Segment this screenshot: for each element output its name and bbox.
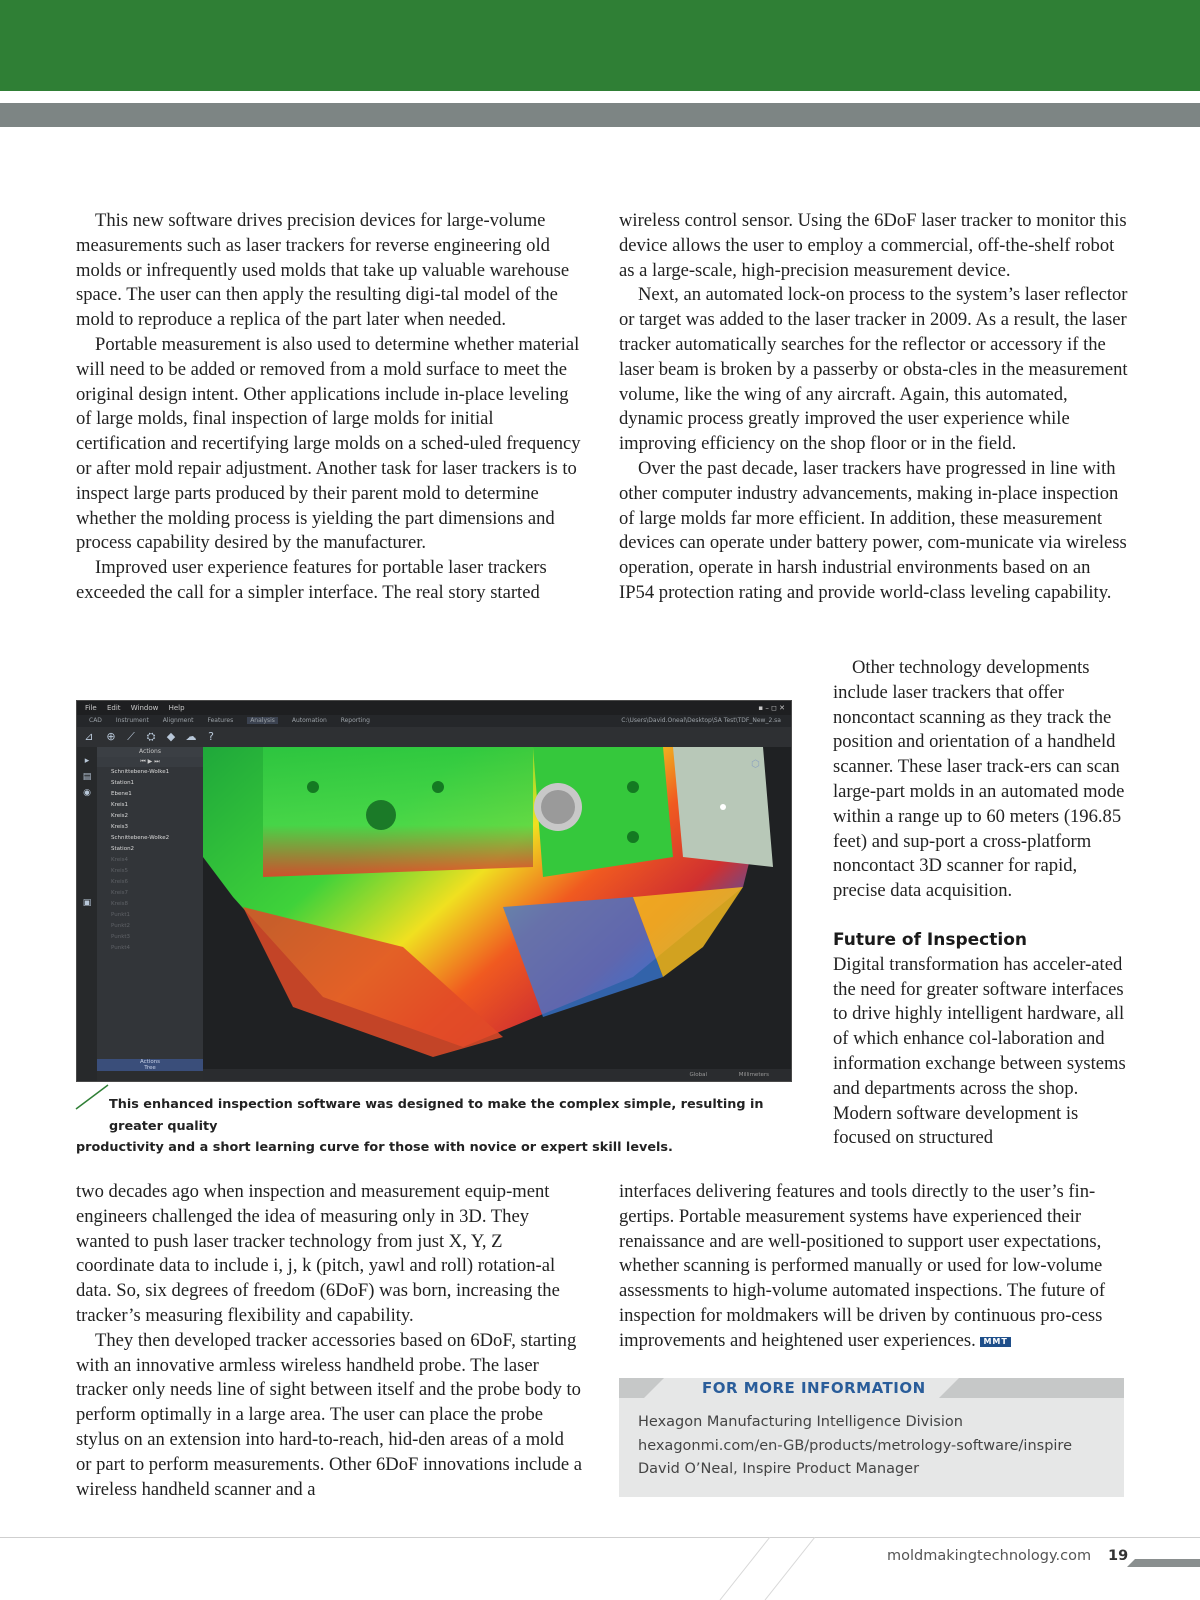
ribbon-tab: Alignment	[162, 717, 194, 724]
software-screenshot-figure	[76, 700, 792, 1082]
paragraph: Digital transformation has acceler-ated the need for greater software interfaces to drive highly intelligent hardware, all of which enhance col-laboration and information exchange between systems and departments across the shop. Modern software development is focused on structured	[833, 953, 1126, 1149]
screenshot-menubar	[77, 701, 791, 715]
status-coords: Global	[689, 1072, 707, 1078]
screenshot-ribbon	[77, 715, 791, 727]
menu-item: Edit	[106, 704, 121, 712]
right-column-narrow	[833, 656, 1129, 1151]
pointer-icon: ▸	[84, 756, 90, 766]
info-box-title: FOR MORE INFORMATION	[702, 1379, 926, 1397]
status-units: Millimeters	[738, 1072, 769, 1078]
paragraph: Other technology developments include laser trackers that offer noncontact scanning as they track the position and orientation of a handheld scanner. These laser track-ers can scan large-part molds in an automated mode within a range up to 60 meters (196.85 feet) and sup-port a cross-platform noncontact 3D scanner for rapid, precise data acquisition.	[833, 657, 1125, 902]
tree-row: Kreis6	[111, 879, 129, 885]
tree-row: Kreis3	[111, 824, 129, 830]
paragraph: wireless control sensor. Using the 6DoF laser tracker to monitor this device allows the user to employ a commercial, off-the-shelf robot as a large-scale, high-precision measurement device.	[619, 210, 1127, 281]
tree-row: Kreis8	[111, 901, 129, 907]
tree-row: Punkt3	[111, 934, 131, 940]
paragraph: two decades ago when inspection and measurement equip-ment engineers challenged the idea of measuring only in 3D. They wanted to push laser tracker technology from just X, Y, Z coordinate data to include i, j, k (pitch, yawl and roll) rotation-al data. So, six degrees of freedom (6DoF) was born, increasing the tracker’s measuring flexibility and capability.	[76, 1181, 560, 1326]
menu-item: Help	[168, 704, 185, 712]
right-column-bottom	[619, 1180, 1129, 1354]
cube-icon: ◆	[166, 730, 176, 743]
ribbon-tab: Features	[207, 717, 234, 724]
header-grey-band	[0, 103, 1200, 127]
ribbon-tab: Automation	[291, 717, 327, 724]
page-number: 19	[1108, 1548, 1129, 1564]
window-controls-icon: ▪ – ◻ ✕	[758, 704, 785, 712]
paragraph: Portable measurement is also used to determine whether material will need to be added or removed from a mold surface to meet the original design intent. Other applications include in-place leveling of large molds, final inspection of large molds for initial certification and recertifying large molds on a sched-uled frequency or after mold repair adjustment. Another task for laser trackers is to inspect large parts produced by their parent mold to determine whether the molding process is yielding the part dimensions and process capability desired by the manufacturer.	[76, 333, 581, 554]
layers-icon: ▤	[82, 772, 92, 782]
tree-footer-label: Tree	[144, 1065, 156, 1071]
paragraph: This new software drives precision devices for large-volume measurements such as laser trackers for reverse engineering old molds or infrequently used molds that take up valuable warehouse space. The user can then apply the resulting digi-tal model of the mold to reproduce a replica of the part later when needed.	[76, 210, 570, 331]
eye-icon: ◉	[83, 788, 91, 798]
report-icon: ▣	[82, 898, 92, 908]
tree-row: Kreis4	[111, 857, 129, 863]
tree-row: Ebene1	[111, 791, 132, 797]
closing-paragraph-text: interfaces delivering features and tools directly to the user’s fin-gertips. Portable measurement systems have experienced their renaissance and are well-positioned to support user expectations, whether scanning is performed manually or used for low-volume assessments to high-volume automated inspections. The future of inspection for moldmakers will be driven by continuous pro-cess improvements and heightened user experiences.	[619, 1181, 1106, 1351]
mold-heatmap-render	[203, 747, 791, 1069]
caption-line: This enhanced inspection software was designed to make the complex simple, resulting in greater quality	[109, 1097, 764, 1134]
caption-line: productivity and a short learning curve for those with novice or expert skill levels.	[76, 1140, 673, 1155]
svg-text:⬡: ⬡	[751, 759, 760, 770]
info-box	[619, 1378, 1124, 1497]
tree-footer-label: Actions	[139, 1059, 161, 1065]
tree-footer	[97, 1059, 203, 1071]
footer-site: moldmakingtechnology.com	[887, 1548, 1092, 1564]
ribbon-tab: CAD	[89, 717, 102, 724]
info-line: Hexagon Manufacturing Intelligence Division	[638, 1414, 963, 1430]
3d-viewport	[203, 747, 791, 1069]
mmt-end-badge: MMT	[980, 1337, 1010, 1347]
tree-row: Kreis5	[111, 868, 129, 874]
info-link[interactable]: hexagonmi.com/en-GB/products/metrology-software/inspire	[638, 1437, 1072, 1454]
tree-row: Schnittebene-Wolke1	[111, 769, 170, 775]
probe-icon: ⟋	[127, 730, 135, 743]
info-box-lines	[638, 1411, 1072, 1482]
tree-row: Kreis2	[111, 813, 129, 819]
tree-row: Kreis7	[111, 890, 129, 896]
paragraph	[619, 1180, 1129, 1354]
left-column-top	[76, 209, 584, 606]
scanner-icon: ☁	[185, 730, 197, 743]
header-green-band	[0, 0, 1200, 91]
target-icon: ⊕	[106, 730, 116, 743]
figure-caption	[76, 1094, 796, 1159]
menu-item: Window	[130, 704, 159, 712]
axis-icon: ⊿	[84, 730, 94, 743]
tree-row: Schnittebene-Wolke2	[111, 835, 170, 841]
tree-row: Punkt1	[111, 912, 131, 918]
paragraph: Over the past decade, laser trackers have progressed in line with other computer industry advancements, making in-place inspection of large molds far more efficient. In addition, these measurement devices can operate under battery power, com-municate via wireless operation, operate in harsh industrial environments based on an IP54 protection rating and provide world-class leveling capability.	[619, 457, 1127, 603]
screenshot-tree-panel	[97, 747, 203, 1069]
ribbon-tab: Analysis	[247, 717, 278, 724]
screenshot-statusbar	[203, 1069, 791, 1081]
tracker-icon: ⛭	[146, 730, 156, 743]
screenshot-left-toolstrip	[77, 747, 97, 1081]
tree-row: Kreis1	[111, 802, 129, 808]
ribbon-tab: Instrument	[115, 717, 149, 724]
right-column-top	[619, 209, 1129, 606]
paragraph: Next, an automated lock-on process to the system’s laser reflector or target was added to the laser tracker in 2009. As a result, the laser tracker automatically searches for the reflector or accessory if the laser beam is broken by a passerby or obsta-cles in the measurement volume, like the wing of any aircraft. Again, this automated, dynamic process greatly improved the user experience while improving efficiency on the shop floor or in the field.	[619, 284, 1128, 455]
ribbon-tab: Reporting	[340, 717, 370, 724]
tree-row: Station2	[111, 846, 135, 852]
tree-row: Station1	[111, 780, 135, 786]
tree-header: Actions	[97, 747, 203, 757]
paragraph: Improved user experience features for portable laser trackers exceeded the call for a simpler interface. The real story started	[76, 557, 547, 603]
menu-item: File	[85, 704, 97, 712]
file-path: C:\Users\David.Oneal\Desktop\SA Test\TDF_New_2.sa	[621, 717, 781, 724]
tree-row: Punkt4	[111, 945, 131, 951]
section-heading: Future of Inspection	[833, 929, 1027, 950]
left-column-bottom	[76, 1180, 584, 1502]
info-line: David O’Neal, Inspire Product Manager	[638, 1461, 920, 1477]
help-icon: ?	[208, 730, 214, 743]
paragraph: They then developed tracker accessories based on 6DoF, starting with an innovative armless wireless handheld probe. The laser tracker only needs line of sight between itself and the probe body to perform optimally in a large area. The user can place the probe stylus on an extension into hard-to-reach, hid-den areas of a mold or part to perform measurements. Other 6DoF innovations include a wireless handheld scanner and a	[76, 1329, 583, 1500]
tree-playback-icon: ⏮ ▶ ⏭	[97, 757, 203, 767]
screenshot-toolbar	[77, 727, 791, 747]
tree-row: Punkt2	[111, 923, 131, 929]
